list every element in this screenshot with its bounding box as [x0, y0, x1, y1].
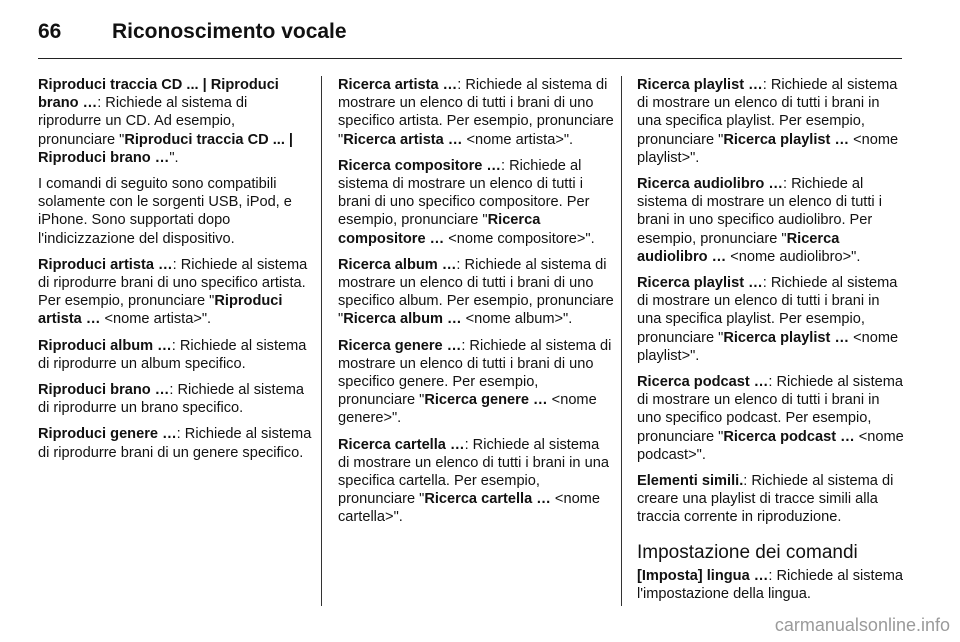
paragraph [38, 337, 312, 373]
paragraph [637, 567, 905, 603]
text: : Richiede al sistema di riprodurre un brano specifico. [38, 382, 304, 417]
text-column-3 [637, 76, 905, 611]
text: : Richiede al sistema di mostrare un elenco di tutti i brani in uno specifico audiolibro. Per esempio, pronunciare " [637, 176, 882, 247]
command-example: Ricerca playlist … [723, 329, 850, 346]
page-header [38, 18, 902, 59]
text: : Richiede al sistema di riprodurre brani di un genere specifico. [38, 426, 312, 461]
command-term: Ricerca playlist … [637, 77, 763, 93]
paragraph [338, 337, 614, 428]
paragraph [338, 157, 614, 248]
command-example: Ricerca artista … [343, 131, 463, 148]
command-term: Elementi simili. [637, 473, 744, 490]
command-term: Riproduci traccia CD ... | Riproduci brano … [38, 77, 279, 112]
paragraph [637, 175, 905, 266]
command-term: Ricerca podcast … [637, 374, 769, 391]
paragraph: I comandi di seguito sono compatibili solamente con le sorgenti USB, iPod, e iPhone. Sono supportati dopo l'indicizzazione del dispositivo. [38, 176, 292, 247]
text: : Richiede al sistema di mostrare un elenco di tutti i brani in una specifica cartella. Per esempio, pronunciare " [338, 436, 609, 508]
text: : Richiede al sistema di riprodurre brani di uno specifico artista. Per esempio, pronunciare " [38, 256, 308, 310]
command-example: Ricerca compositore … [338, 212, 541, 247]
text: : Richiede al sistema di creare una playlist di tracce simili alla traccia corrente in riproduzione. [637, 473, 894, 526]
command-example: Ricerca podcast … [723, 428, 855, 445]
command-term: [Imposta] lingua … [637, 567, 769, 584]
text: <nome playlist>". [637, 329, 899, 364]
paragraph [637, 274, 905, 365]
paragraph [338, 256, 614, 329]
page-title: Riconoscimento vocale [112, 20, 347, 43]
command-term: Ricerca audiolibro … [637, 176, 783, 193]
command-term: Ricerca compositore … [338, 157, 502, 174]
paragraph [637, 373, 905, 464]
text: <nome cartella>". [338, 491, 600, 526]
text: <nome audiolibro>". [726, 248, 861, 265]
text: <nome artista>". [462, 131, 574, 148]
text: : Richiede al sistema di riprodurre un album specifico. [38, 337, 307, 372]
text: : Richiede al sistema di mostrare un elenco di tutti i brani in uno specifico podcast. Per esempio, pronunciare " [637, 374, 904, 445]
command-example: Ricerca audiolibro … [637, 230, 840, 265]
command-term: Riproduci artista … [38, 256, 173, 273]
command-term: Ricerca playlist … [637, 275, 763, 292]
text: : Richiede al sistema l'impostazione della lingua. [637, 567, 903, 602]
column-divider [621, 76, 622, 606]
text: : Richiede al sistema di mostrare un elenco di tutti i brani di uno specifico album. Per esempio, pronunciare " [338, 256, 614, 328]
text: <nome genere>". [338, 392, 597, 427]
text: : Richiede al sistema di riprodurre un CD. Ad esempio, pronunciare " [38, 95, 248, 148]
command-term: Riproduci brano … [38, 382, 170, 399]
section-heading: Impostazione dei comandi [637, 541, 858, 563]
command-example: Ricerca genere … [424, 392, 548, 409]
watermark: carmanualsonline.info [774, 615, 950, 635]
paragraph [637, 76, 905, 167]
command-term: Ricerca album … [338, 256, 457, 273]
text: <nome album>". [461, 311, 573, 328]
paragraph [637, 472, 905, 527]
text: <nome artista>". [100, 311, 212, 328]
text: : Richiede al sistema di mostrare un elenco di tutti i brani di uno specifico artista. Per esempio, pronunciare " [338, 77, 614, 148]
command-term: Ricerca genere … [338, 337, 462, 354]
text: : Richiede al sistema di mostrare un elenco di tutti i brani di uno specifico compositore. Per esempio, pronunciare " [338, 157, 590, 229]
command-example: Riproduci traccia CD ... | Riproduci brano … [38, 131, 294, 166]
paragraph [38, 76, 312, 167]
paragraph [38, 256, 312, 329]
command-term: Ricerca cartella … [338, 436, 465, 453]
command-example: Ricerca cartella … [424, 491, 551, 508]
paragraph [38, 425, 312, 461]
paragraph [338, 76, 614, 149]
command-term: Ricerca artista … [338, 77, 458, 93]
command-example: Ricerca album … [343, 311, 462, 328]
text-column-1 [38, 76, 312, 470]
text: : Richiede al sistema di mostrare un elenco di tutti i brani in una specifica playlist. Per esempio, pronunciare " [637, 77, 898, 148]
page-number: 66 [38, 20, 62, 43]
command-example: Ricerca playlist … [723, 131, 850, 148]
paragraph [338, 436, 614, 527]
text: ". [169, 149, 179, 166]
text-column-2 [338, 76, 614, 535]
text: <nome podcast>". [637, 428, 904, 463]
paragraph [38, 381, 312, 417]
command-term: Riproduci album … [38, 337, 172, 354]
column-divider [321, 76, 322, 606]
text: <nome compositore>". [444, 230, 595, 247]
command-example: Riproduci artista … [38, 293, 283, 328]
text: : Richiede al sistema di mostrare un elenco di tutti i brani di uno specifico genere. Per esempio, pronunciare " [338, 337, 612, 409]
command-term: Riproduci genere … [38, 426, 177, 443]
text: <nome playlist>". [637, 131, 899, 166]
text: : Richiede al sistema di mostrare un elenco di tutti i brani in una specifica playlist. Per esempio, pronunciare " [637, 275, 898, 346]
